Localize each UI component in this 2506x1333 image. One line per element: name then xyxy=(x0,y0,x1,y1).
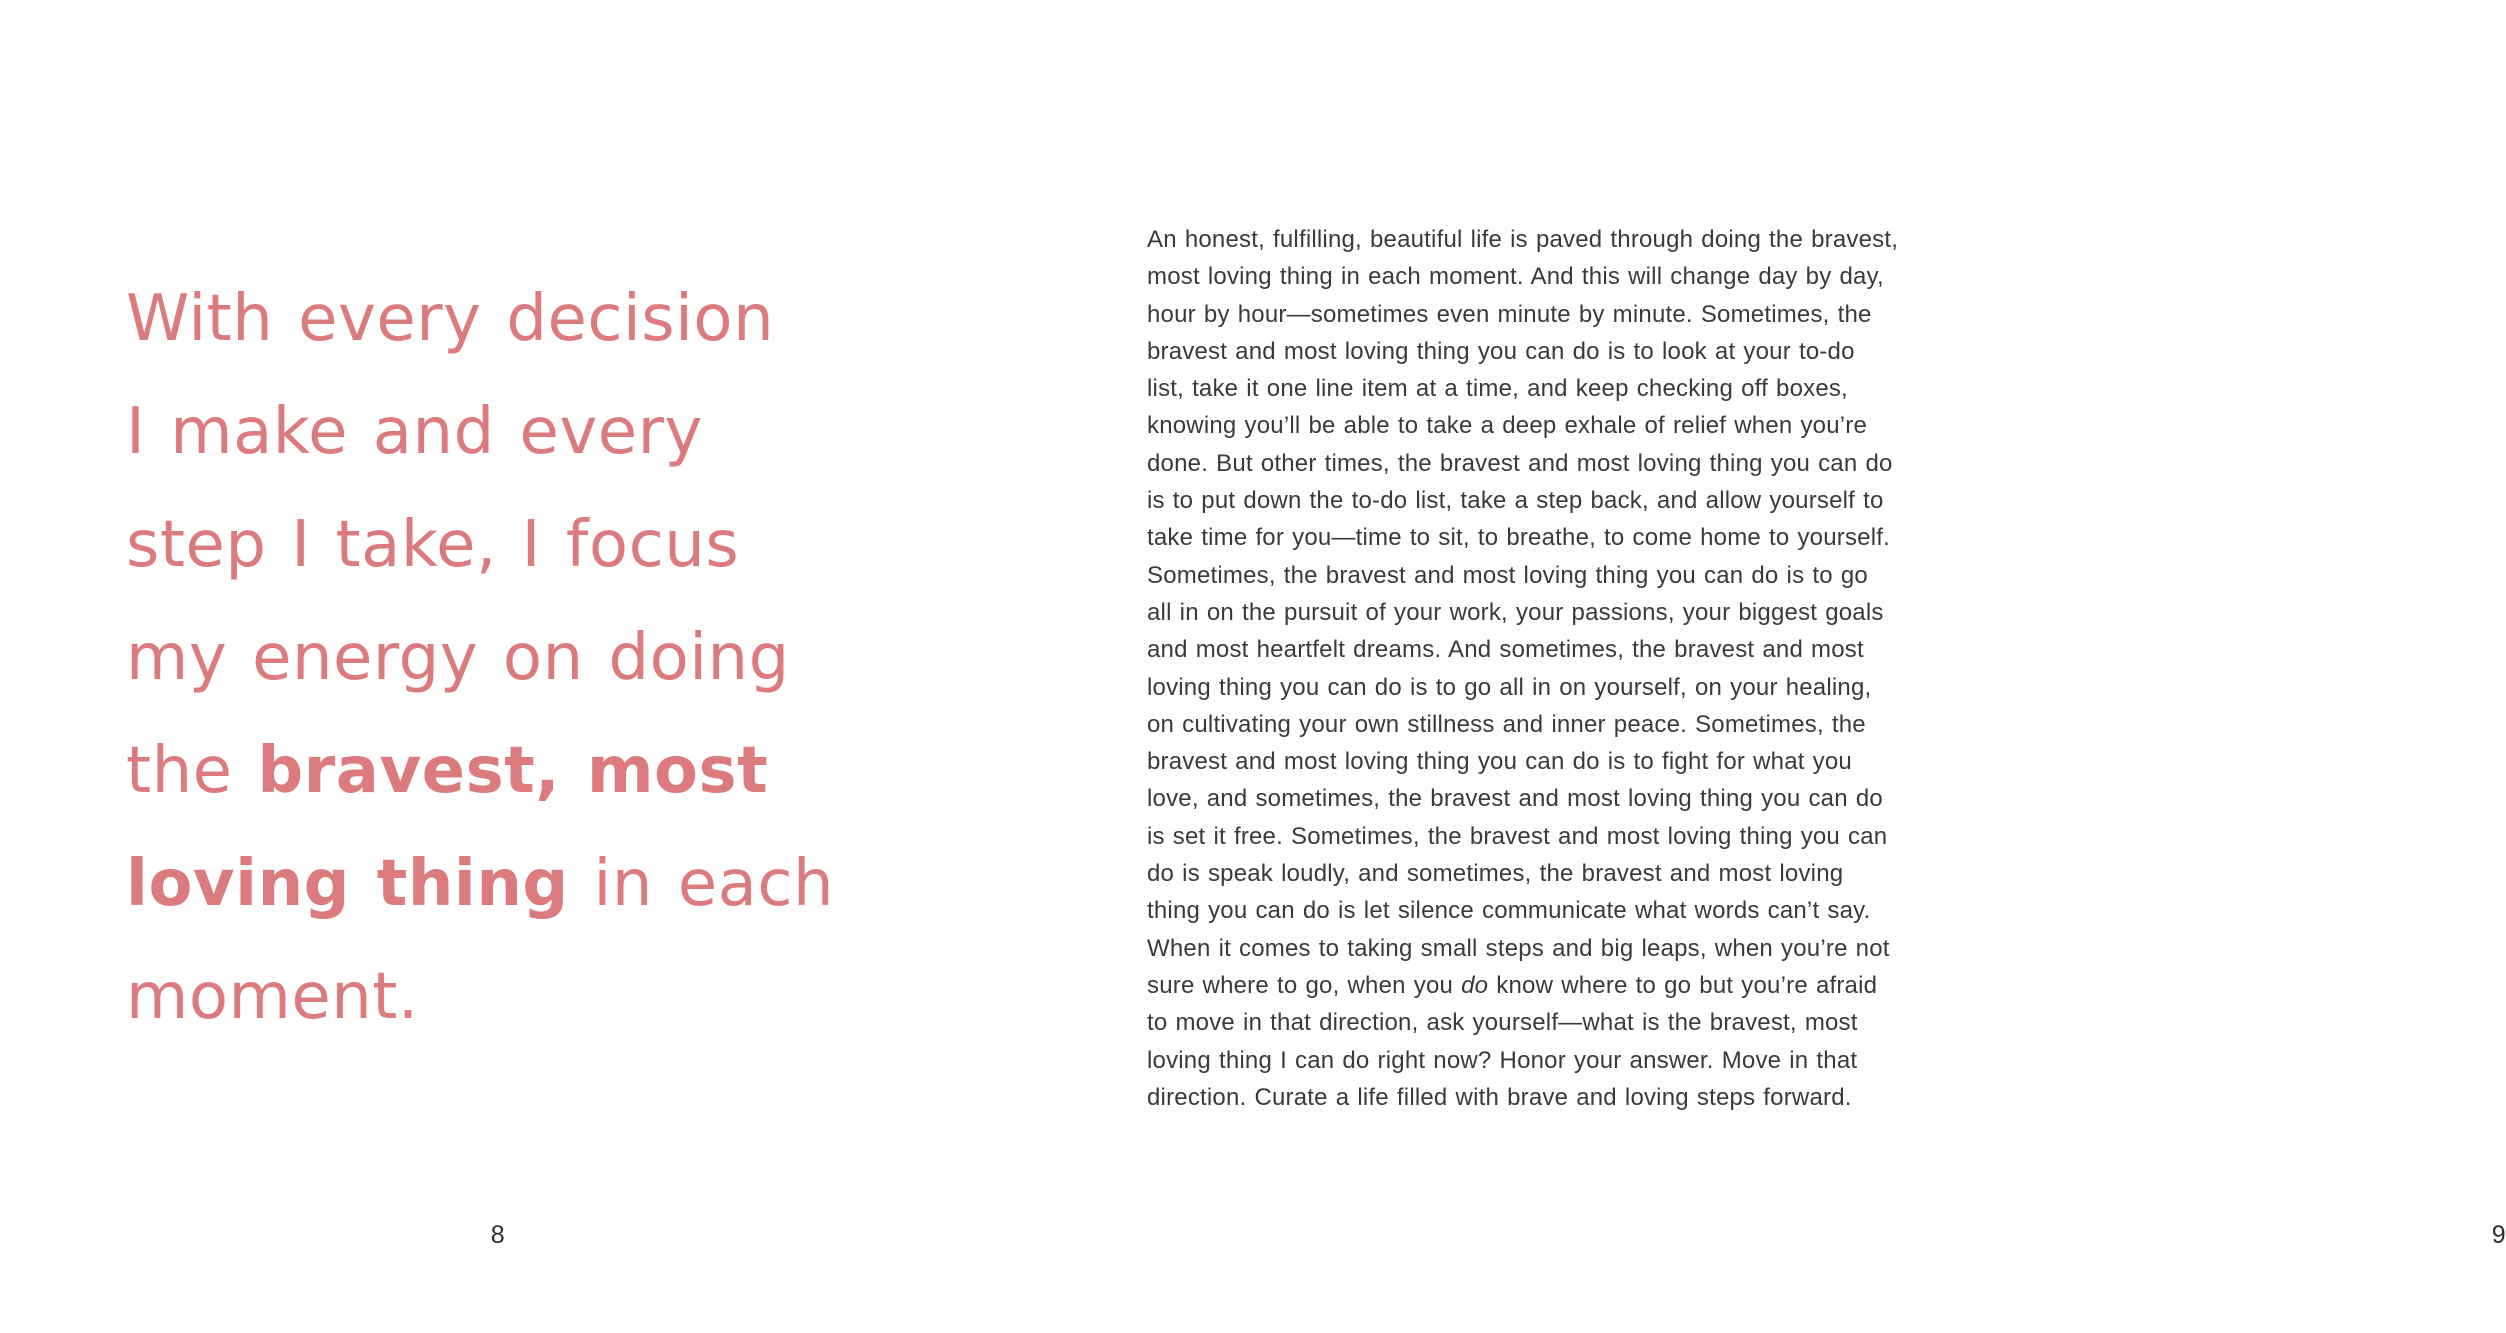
text-segment: An honest, fulfilling, beautiful life is paved through doing the bravest, most loving thing in each moment. And this will change day by day, hour by hour—sometimes even minute by minute. Sometimes, the bravest and most loving thing you can do is to look at your to-do list, take it one line item at a time, and keep checking off boxes, knowing you’ll be able to take a deep exhale of relief when you’re done. But other times, the bravest and most loving thing you can do is to put down the to-do list, take a step back, and allow yourself to take time for you—time to sit, to breathe, to come home to yourself. Sometimes, the bravest and most loving thing you can do is to go all in on the pursuit of your work, your passions, your biggest goals and most heartfelt dreams. And sometimes, the bravest and most loving thing you can do is to go all in on yourself, on your healing, on cultivating your own stillness and inner peace. Sometimes, the bravest and most loving thing you can do is to fight for what you love, and sometimes, the bravest and most loving thing you can do is set it free. Sometimes, the bravest and most loving thing you can do is speak loudly, and sometimes, the bravest and most loving thing you can do is let silence communicate what words can’t say. When it comes to taking small steps and big leaps, when you’re not sure where to go, when you xyxy=(1147,226,1899,999)
text-segment: in each xyxy=(568,847,835,921)
left-page xyxy=(0,0,1000,1333)
text-segment: I make and every xyxy=(126,395,703,469)
quote-line xyxy=(126,941,926,1054)
text-segment: know where to go but you’re afraid to move in that direction, ask yourself—what is the bravest, most loving thing I can do right now? Honor your answer. Move in that direction. Curate a life filled with brave and loving steps forward. xyxy=(1147,971,1878,1111)
quote-line xyxy=(126,489,926,602)
text-segment: step I take, I focus xyxy=(126,508,740,582)
page-number-right: 9 xyxy=(2491,1221,2506,1249)
text-segment: moment. xyxy=(126,960,419,1034)
quote-line xyxy=(126,715,926,828)
quote-line xyxy=(126,263,926,376)
quote-line xyxy=(126,602,926,715)
quote-line xyxy=(126,828,926,941)
text-segment: the xyxy=(126,734,258,808)
text-segment: my energy on doing xyxy=(126,621,790,695)
text-segment: loving thing xyxy=(126,847,569,921)
text-segment: With every decision xyxy=(126,282,775,356)
quote-line xyxy=(126,376,926,489)
page-number-left: 8 xyxy=(490,1221,506,1249)
text-segment: do xyxy=(1461,971,1489,999)
right-page xyxy=(1000,0,2506,1333)
body-paragraph xyxy=(1147,221,1899,1116)
affirmation-quote xyxy=(126,263,926,1054)
text-segment: bravest, most xyxy=(257,734,769,808)
